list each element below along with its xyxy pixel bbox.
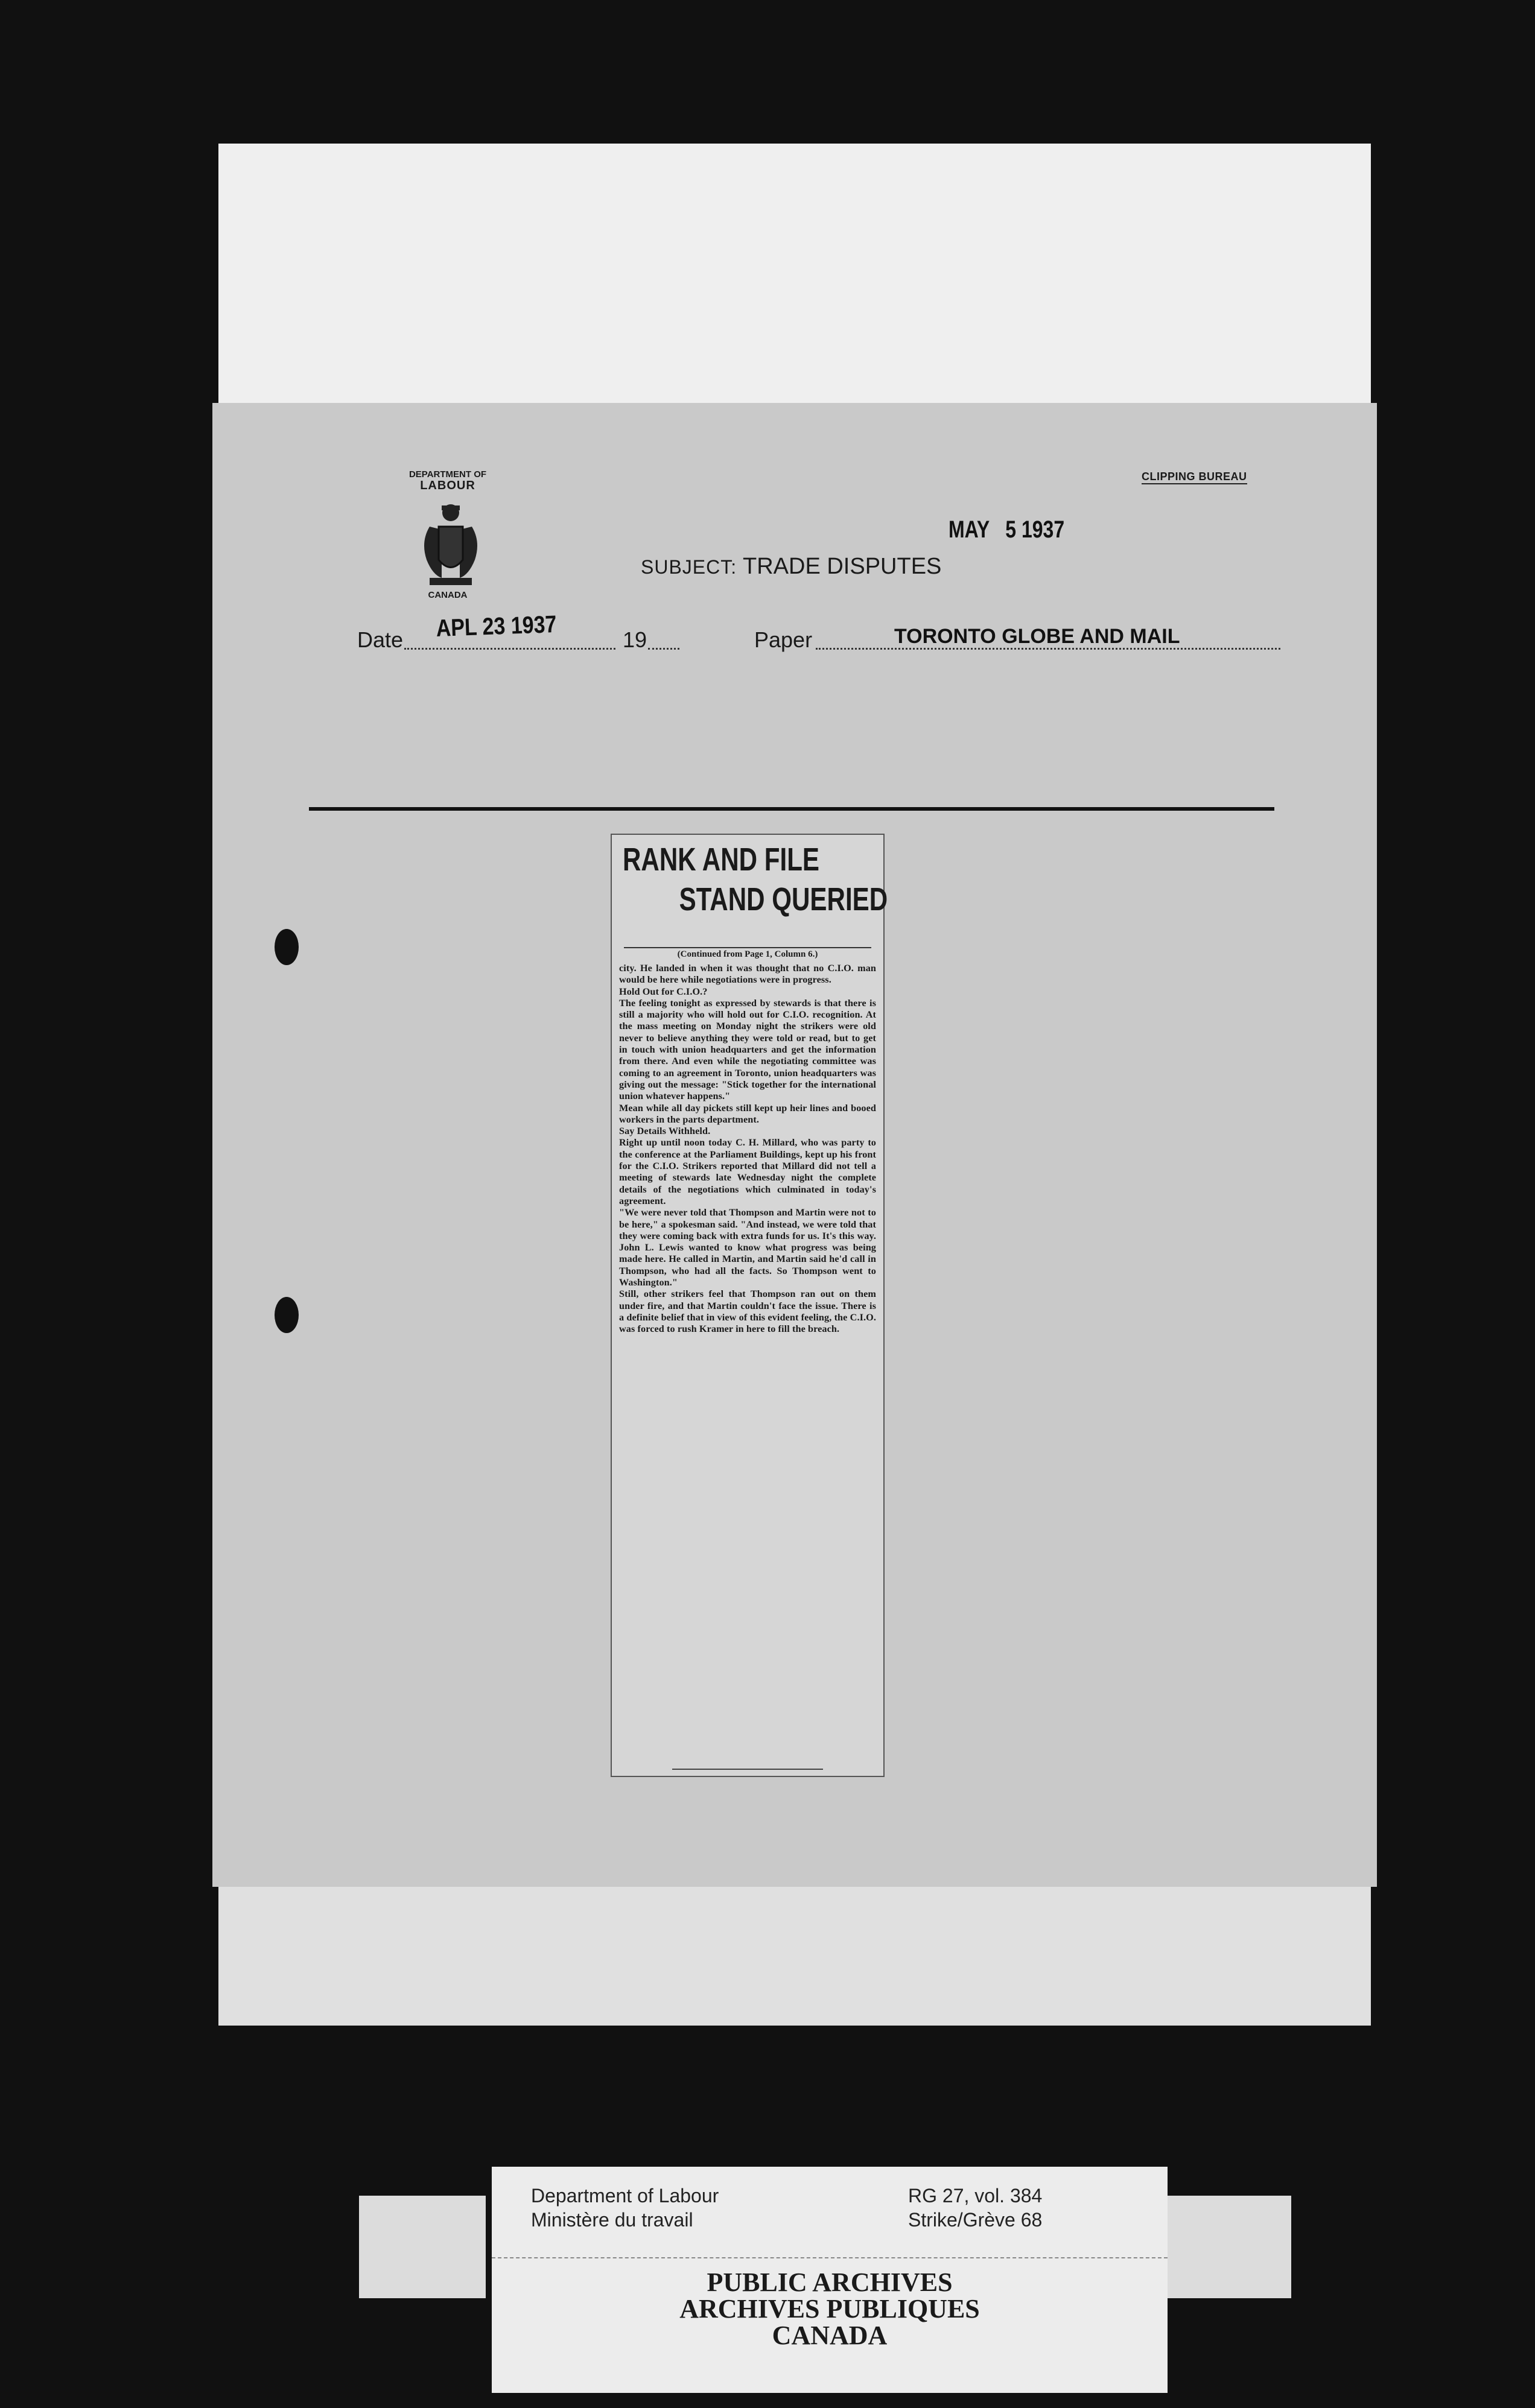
archive-label [492,2167,1168,2393]
archive-label-tab-right [1165,2196,1291,2298]
backing-paper-bottom [218,1887,1371,2026]
backing-paper [218,144,1371,403]
department-line1: DEPARTMENT OF [408,469,487,480]
punch-hole [275,929,299,965]
archive-reference-line1: RG 27, vol. 384 [908,2185,1043,2207]
document-sheet [218,144,1371,2026]
date-dotted-line [404,648,615,650]
coat-of-arms-icon [412,499,490,590]
year-label: 19 [623,627,647,652]
archives-fr: ARCHIVES PUBLIQUES [679,2294,980,2324]
subject-line [641,554,941,580]
subject-value: TRADE DISPUTES [743,554,942,579]
paper-value: TORONTO GLOBE AND MAIL [894,625,1180,648]
country-label: CANADA [428,590,468,600]
newspaper-clipping [611,834,888,1777]
archives-country: CANADA [772,2321,888,2350]
continued-note: (Continued from Page 1, Column 6.) [624,947,871,960]
punch-hole [275,1297,299,1333]
year-dotted-line [648,648,679,650]
date-label: Date [357,627,404,652]
subject-label: SUBJECT: [641,556,737,578]
paper-label: Paper [754,627,813,652]
archive-label-divider [492,2257,1168,2258]
clipping-end-rule [672,1769,823,1770]
archives-en: PUBLIC ARCHIVES [707,2267,953,2297]
archive-dept-en: Department of Labour [531,2185,719,2207]
clipping-body-text: city. He landed in when it was thought that no C.I.O. man would be here while negotiations were in progress. Hold Out for C.I.O.? The feeling tonight as expressed by stewards is that there is still a majority who will hold out for C.I.O. recognition. At the mass meeting on Monday night the strikers were old never to believe anything they were told or read, but to get in touch with union headquarters and get the information from there. And even while the negotiating committee was coming to an agreement in Toronto, union headquarters was giving out the message: "Stick together for the international union whatever happens." Mean while all day pickets still kept up heir lines and booed workers in the parts department. Say Details Withheld. Right up until noon today C. H. Millard, who was party to the conference at the Parliament Buildings, kept up his front for the C.I.O. Strikers reported that Millard did not tell a meeting of stewards late Wednesday night the complete details of the negotiations which culminated in today's agreement. "We were never told that Thompson and Martin were not to be here," a spokesman said. "And instead, we were told that they were coming back with extra funds for us. It's this way. John L. Lewis wanted to know what progress was being made here. He called in Martin, and Martin said he'd call in Thompson, who had all the facts. So Thompson went to Washington." Still, other strikers feel that Thompson ran out on them under fire, and that Martin couldn't face the issue. There is a definite belief that in view of this evident feeling, the C.I.O. was forced to rush Kramer in here to fill the breach. [619,963,876,1335]
archive-dept-fr: Ministère du travail [531,2209,693,2231]
headline-line2: STAND QUERIED [679,881,888,917]
clipping-bureau-label: CLIPPING BUREAU [1142,471,1247,484]
date-stamp: APL 23 1937 [436,611,558,642]
clipping-form [212,403,1377,1887]
headline-line1: RANK AND FILE [623,841,820,878]
department-line2: LABOUR [420,479,475,492]
header-rule [309,807,1274,811]
department-heading [387,469,508,491]
archives-stamp [492,2269,1168,2349]
clipping-headline [623,840,888,919]
archive-label-tab-left [359,2196,486,2298]
received-date-stamp: MAY 5 1937 [949,516,1065,543]
archive-reference-line2: Strike/Grève 68 [908,2209,1043,2231]
